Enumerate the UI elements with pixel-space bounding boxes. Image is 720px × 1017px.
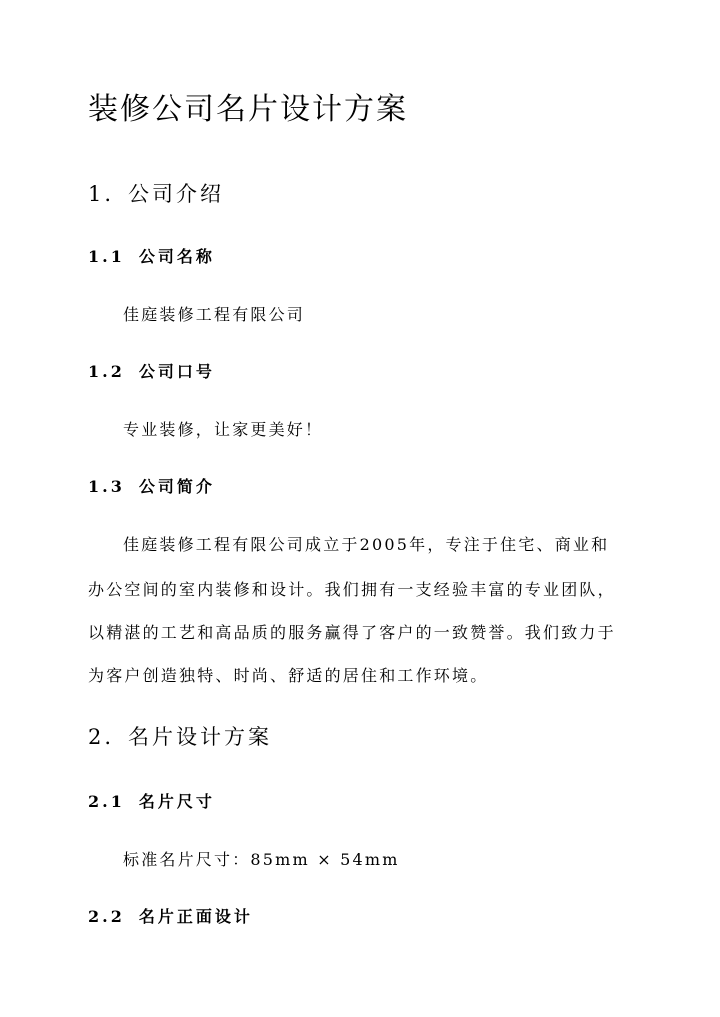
- subsection-heading-1-1: [88, 244, 215, 267]
- company-name-text: 佳庭装修工程有限公司: [123, 305, 306, 324]
- subsection-number: 2.2: [88, 907, 125, 926]
- company-intro-line: 为客户创造独特、时尚、舒适的居住和工作环境。: [88, 666, 489, 685]
- section-number: 1.: [88, 182, 115, 206]
- company-slogan-text: 专业装修，让家更美好！: [123, 420, 324, 439]
- subsection-heading-1-3: [88, 474, 215, 497]
- section-heading-2: [88, 721, 272, 751]
- subsection-title: 公司名称: [138, 247, 215, 266]
- subsection-title: 名片正面设计: [138, 907, 253, 926]
- subsection-title: 公司简介: [138, 477, 215, 496]
- subsection-title: 名片尺寸: [138, 792, 215, 811]
- company-intro-line: 以精湛的工艺和高品质的服务赢得了客户的一致赞誉。我们致力于: [88, 623, 616, 642]
- subsection-heading-2-1: [88, 789, 215, 812]
- subsection-number: 1.1: [88, 247, 125, 266]
- subsection-heading-2-2: [88, 904, 253, 927]
- subsection-number: 2.1: [88, 792, 125, 811]
- company-intro-line: 办公空间的室内装修和设计。我们拥有一支经验丰富的专业团队，: [88, 580, 616, 599]
- section-title: 公司介绍: [128, 182, 225, 206]
- company-intro-line: 佳庭装修工程有限公司成立于2005年，专注于住宅、商业和: [123, 535, 610, 554]
- section-title: 名片设计方案: [128, 725, 273, 749]
- subsection-title: 公司口号: [138, 362, 215, 381]
- document-title: 装修公司名片设计方案: [88, 92, 408, 127]
- subsection-number: 1.2: [88, 362, 125, 381]
- card-size-text: 标准名片尺寸：85mm × 54mm: [123, 850, 400, 869]
- section-number: 2.: [88, 725, 115, 749]
- subsection-heading-1-2: [88, 359, 215, 382]
- section-heading-1: [88, 178, 224, 208]
- subsection-number: 1.3: [88, 477, 125, 496]
